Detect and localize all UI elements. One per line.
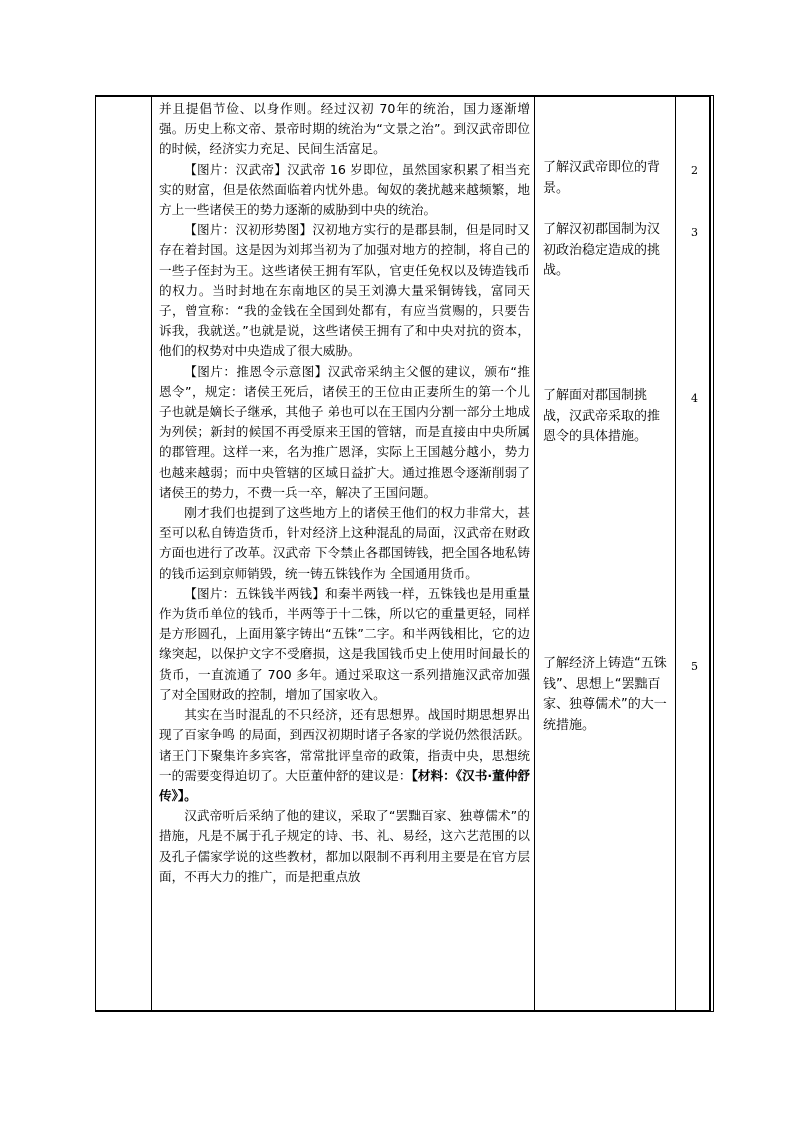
- content-paragraph: [159, 503, 530, 584]
- teaching-process-cell: [152, 96, 535, 1012]
- content-paragraph: [159, 362, 530, 503]
- time-number: 5: [691, 660, 698, 673]
- design-intent-list: [535, 96, 675, 1011]
- design-intent-item: 了解汉武帝即位的背景。: [543, 160, 661, 196]
- time-number-list: [676, 96, 713, 1011]
- paragraph-text: 【图片：五铢钱半两钱】和秦半两钱一样，五铢钱也是用重量作为货币单位的钱币，半两等于十二铢，所以它的重量更轻，同样是方形圆孔，上面用篆字铸出“五铢”二字。和半两钱相比，它的边缘突起，以保护文字不受磨损，这是我国钱币史上使用时间最长的货币，一直流通了 700 多年。通过采取这一系列措施汉武帝加强了对全国财政的控制，增加了国家收入。: [159, 585, 530, 702]
- paragraph-text: 刚才我们也提到了这些地方上的诸侯王他们的权力非常大，甚至可以私自铸造货币，针对经济上这种混乱的局面，汉武帝在财政方面也进行了改革。汉武帝 下令禁止各郡国铸钱，把全国各地私铸的钱币运到京师销毁，统一铸五铢钱作为 全国通用货币。: [159, 505, 530, 581]
- content-paragraph: [159, 584, 530, 705]
- paragraph-text: 并且提倡节俭、以身作则。经过汉初 70年的统治，国力逐渐增强。历史上称文帝、景帝时期的统治为“文景之治”。到汉武帝即位的时候，经济实力充足、民间生活富足。: [159, 101, 530, 157]
- content-paragraph: [159, 160, 530, 221]
- time-number: 4: [691, 392, 698, 405]
- paragraph-text: 汉武帝听后采纳了他的建议，采取了“罢黜百家、独尊儒术”的措施，凡是不属于孔子规定的诗、书、礼、易经，这六艺范围的以及孔子儒家学说的这些教材，都加以限制不再利用主要是在官方层面，不再大力的推广，而是把重点放: [159, 808, 530, 884]
- content-paragraph: [159, 99, 530, 160]
- paragraph-text: 其实在当时混乱的不只经济，还有思想界。战国时期思想界出现了百家争鸣 的局面，到西汉初期时诸子各家的学说仍然很活跃。诸王门下聚集许多宾客，常常批评皇帝的政策，指责中央，思想统一的需要变得迫切了。大臣董仲舒的建议是：: [159, 707, 530, 783]
- content-paragraph: [159, 806, 530, 887]
- material-reference: 【材料：《汉书·董仲舒传》】。: [159, 767, 531, 803]
- blank-column-cell: [96, 96, 152, 1012]
- table-row: [96, 96, 714, 1012]
- paragraph-text: 【图片：推恩令示意图】汉武帝采纳主父偃的建议，颁布“推恩令”，规定：诸侯王死后，诸侯王的王位由正妻所生的第一个儿子也就是嫡长子继承，其他子 弟也可以在王国内分割一部分土地成为列侯；新封的候国不再受原来王国的管辖，而是直接由中央所属的郡管理。这样一来，名为推广恩泽，实际上王国越分越小，势力也越来越弱；而中央管辖的区域日益扩大。通过推恩令逐渐削弱了诸侯王的势力，不费一兵一卒，解决了王国问题。: [159, 363, 530, 500]
- lesson-plan-table: [95, 95, 714, 1012]
- time-column-cell: [676, 96, 714, 1012]
- content-paragraph: [159, 705, 530, 806]
- paragraph-text: 【图片：汉武帝】汉武帝 16 岁即位，虽然国家积累了相当充实的财富，但是依然面临着内忧外患。匈奴的袭扰越来越频繁，地方上一些诸侯王的势力逐渐的威胁到中央的统治。: [159, 161, 530, 218]
- design-intent-item: 了解面对郡国制挑战，汉武帝采取的推恩令的具体措施。: [543, 388, 661, 444]
- teaching-content: [152, 96, 534, 887]
- design-intent-item: 了解经济上铸造“五铢钱”、思想上“罢黜百家、独尊儒术”的大一统措施。: [543, 656, 667, 733]
- paragraph-text: 【图片：汉初形势图】汉初地方实行的是郡县制，但是同时又存在着封国。这是因为刘邦当初为了加强对地方的控制，将自己的一些子侄封为王。这些诸侯王拥有军队，官吏任免权以及铸造钱币的权力。当时封地在东南地区的吴王刘濞大量采铜铸钱，富同天子，曾宣称：“我的金钱在全国到处都有，有应当赏赐的，只要告诉我，我就送。”也就是说，这些诸侯王拥有了和中央对抗的资本，他们的权势对中央造成了很大威胁。: [159, 222, 530, 359]
- time-number: 2: [691, 164, 698, 177]
- content-paragraph: [159, 220, 530, 361]
- design-intent-item: 了解汉初郡国制为汉初政治稳定造成的挑战。: [543, 222, 661, 278]
- design-intent-cell: [535, 96, 676, 1012]
- time-number: 3: [691, 226, 698, 239]
